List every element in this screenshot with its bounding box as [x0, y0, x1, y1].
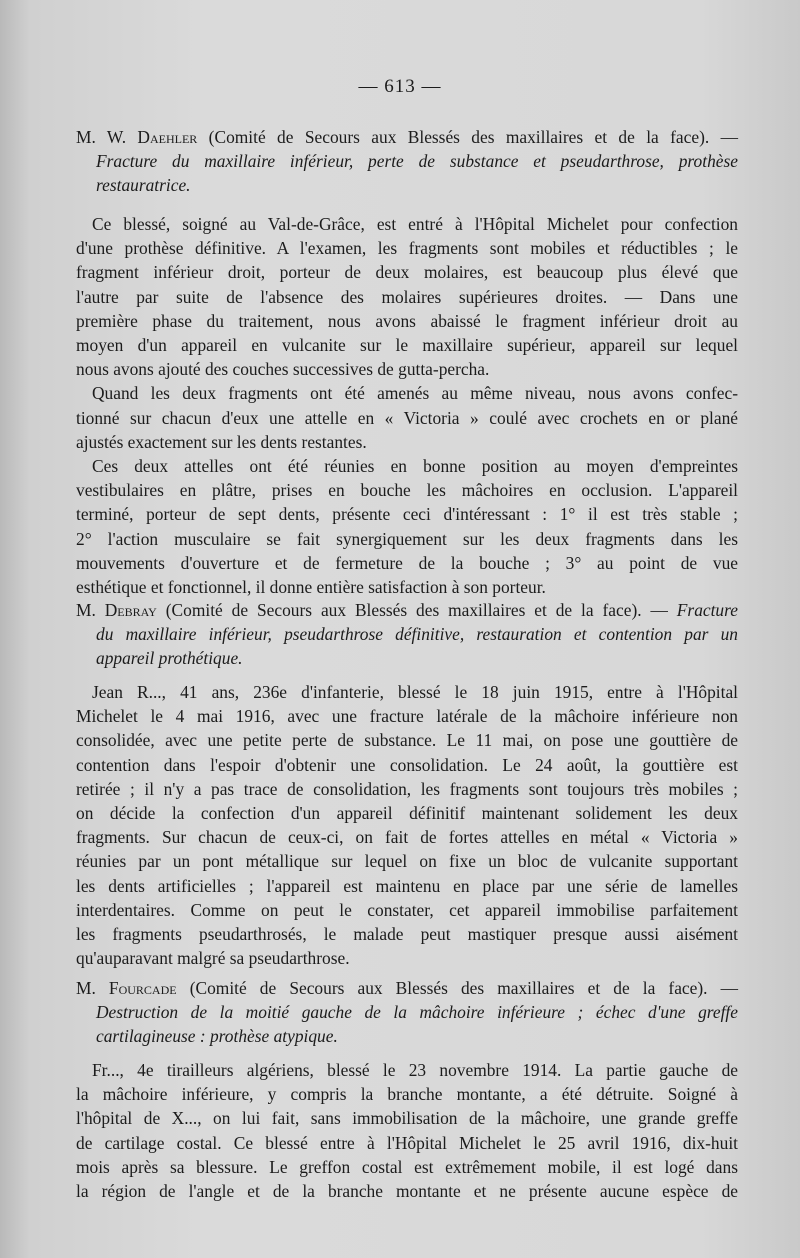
paragraph — [76, 212, 738, 599]
text-line: contention dans l'espoir d'obtenir une consolidation. Le 24 août, la gouttière est — [76, 754, 738, 775]
section-header-line: M. W. Daehler (Comité de Secours aux Blessés des maxillaires et de la face). — — [76, 127, 738, 147]
text-line: moyen d'un appareil en vulcanite sur le maxillaire supérieur, appareil sur lequel — [76, 335, 738, 356]
text-line: terminé, porteur de sept dents, présente ceci d'intéressant : 1° il est très stable ; — [76, 504, 738, 525]
text-line: nous avons ajouté des couches successives de gutta-percha. — [76, 359, 490, 380]
text-line: Ce blessé, soigné au Val-de-Grâce, est entré à l'Hôpital Michelet pour confection — [92, 214, 738, 234]
text-line: on décide la confection d'un appareil définitif maintenant solidement les deux — [76, 803, 738, 824]
section-fourcade — [76, 976, 738, 1049]
text-line: première phase du traitement, nous avons abaissé le fragment inférieur droit au — [76, 310, 738, 331]
section-header-line: Fracture du maxillaire inférieur, perte de substance et pseudarthrose, prothèse — [96, 151, 738, 172]
text-line: l'autre par suite de l'absence des molaires supérieures droites. — Dans une — [76, 286, 738, 307]
section-header-line: du maxillaire inférieur, pseudarthrose définitive, restauration et contention par un — [96, 624, 738, 645]
text-line: réunies par un pont métallique sur lequel on fixe un bloc de vulcanite supportant — [76, 851, 738, 872]
section-daehler — [76, 125, 738, 198]
text-line: qu'auparavant malgré sa pseudarthrose. — [76, 948, 350, 969]
text-line: la région de l'angle et de la branche montante et ne présente aucune espèce de — [76, 1181, 738, 1202]
text-line: mois après sa blessure. Le greffon costal est extrêmement mobile, il est logé dans — [76, 1156, 738, 1177]
section-header-line: M. Fourcade (Comité de Secours aux Blessés des maxillaires et de la face). — — [76, 978, 738, 998]
text-line: fragment inférieur droit, porteur de deux molaires, est beaucoup plus élevé que — [76, 262, 738, 283]
text-line: retirée ; il n'y a pas trace de consolidation, les fragments sont toujours très mobiles ; — [76, 778, 738, 799]
text-line: esthétique et fonctionnel, il donne entière satisfaction à son porteur. — [76, 577, 546, 598]
text-line: les fragments pseudarthrosés, le malade peut mastiquer presque aussi aisément — [76, 924, 738, 945]
text-line: d'une prothèse définitive. A l'examen, les fragments sont mobiles et réductibles ; le — [76, 238, 738, 259]
text-line: Jean R..., 41 ans, 236e d'infanterie, blessé le 18 juin 1915, entre à l'Hôpital — [92, 682, 738, 702]
text-line: ajustés exactement sur les dents restantes. — [76, 431, 367, 452]
text-line: 2° l'action musculaire se fait synergiquement sur les deux fragments dans les — [76, 528, 738, 549]
text-line: de cartilage costal. Ce blessé entre à l'Hôpital Michelet le 25 avril 1916, dix-huit — [76, 1132, 738, 1153]
text-line: Michelet le 4 mai 1916, avec une fracture latérale de la mâchoire inférieure non — [76, 706, 738, 727]
text-line: mouvements d'ouverture et de fermeture de la bouche ; 3° au point de vue — [76, 552, 738, 573]
text-line: Fr..., 4e tirailleurs algériens, blessé le 23 novembre 1914. La partie gauche de — [92, 1060, 738, 1080]
text-line: la mâchoire inférieure, y compris la branche montante, a été détruite. Soigné à — [76, 1084, 738, 1105]
section-debray — [76, 598, 738, 671]
text-line: Quand les deux fragments ont été amenés au même niveau, nous avons confec- — [92, 383, 738, 404]
page-number: — 613 — — [358, 76, 442, 97]
section-header-line: appareil prothétique. — [96, 648, 243, 669]
paragraph — [76, 680, 738, 970]
section-header-line: Destruction de la moitié gauche de la mâchoire inférieure ; échec d'une greffe — [96, 1002, 738, 1023]
text-line: fragments. Sur chacun de ceux-ci, on fait de fortes attelles en métal « Victoria » — [76, 827, 738, 848]
text-line: l'hôpital de X..., on lui fait, sans immobilisation de la mâchoire, une grande greffe — [76, 1108, 738, 1129]
text-line: Ces deux attelles ont été réunies en bonne position au moyen d'empreintes — [92, 456, 738, 477]
section-header-line: M. Debray (Comité de Secours aux Blessés des maxillaires et de la face). — Fracture — [76, 600, 738, 620]
text-line: consolidée, avec une petite perte de substance. Le 11 mai, on pose une gouttière de — [76, 730, 738, 751]
text-line: interdentaires. Comme on peut le constater, cet appareil immobilise parfaitement — [76, 899, 738, 920]
text-line: tionné sur chacun d'eux une attelle en « Victoria » coulé avec crochets en or plané — [76, 407, 738, 428]
paragraph — [76, 1058, 738, 1203]
text-line: vestibulaires en plâtre, prises en bouche les mâchoires en occlusion. L'appareil — [76, 480, 738, 501]
text-line: les dents artificielles ; l'appareil est maintenu en place par une série de lamelles — [76, 875, 738, 896]
section-header-line: cartilagineuse : prothèse atypique. — [96, 1026, 338, 1047]
section-header-line: restauratrice. — [96, 175, 191, 196]
